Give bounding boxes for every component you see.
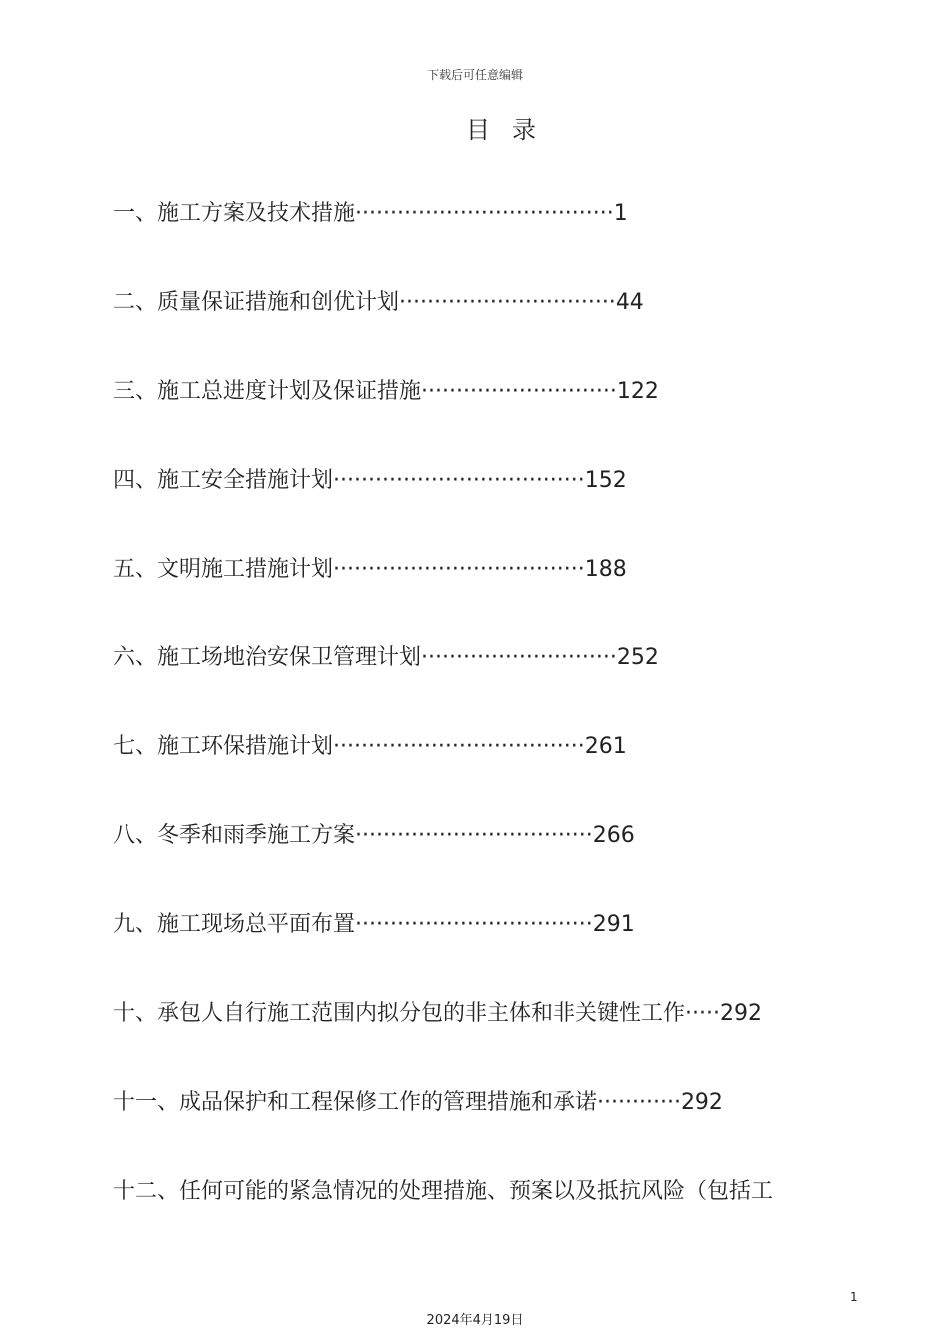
toc-page-number: 152 xyxy=(584,467,627,493)
toc-entry[interactable] xyxy=(113,196,853,285)
toc-leader-dots: ····· xyxy=(685,1001,720,1027)
toc-leader-dots: ···························· xyxy=(421,378,617,404)
toc-page-number: 292 xyxy=(719,1001,762,1027)
toc-entry-text: 一、施工方案及技术措施 xyxy=(113,201,356,226)
page-title: 目录 xyxy=(466,116,558,144)
toc-entry[interactable] xyxy=(113,285,853,374)
toc-page-number: 44 xyxy=(615,289,644,315)
toc-page-number: 1 xyxy=(613,201,628,226)
footer-date: 2024年4月19日 xyxy=(426,1313,524,1328)
toc-entry-text: 五、文明施工措施计划 xyxy=(113,556,334,582)
toc-entry-text: 十、承包人自行施工范围内拟分包的非主体和非关键性工作 xyxy=(113,1001,686,1027)
toc-entry[interactable] xyxy=(113,640,853,729)
toc-entry[interactable] xyxy=(113,907,853,996)
toc-leader-dots: ···································· xyxy=(333,556,585,582)
toc-page-number: 292 xyxy=(680,1089,723,1115)
toc-entry-text: 九、施工现场总平面布置 xyxy=(113,912,356,938)
toc-entry[interactable] xyxy=(113,374,853,463)
toc-leader-dots: ···························· xyxy=(421,645,617,671)
toc-entry-text: 四、施工安全措施计划 xyxy=(113,467,334,493)
toc-entry-text: 七、施工环保措施计划 xyxy=(113,734,334,760)
toc-leader-dots: ····································· xyxy=(355,201,614,226)
toc-page-number: 252 xyxy=(616,645,659,671)
toc-entry[interactable] xyxy=(113,729,853,818)
toc-entry-text: 十二、任何可能的紧急情况的处理措施、预案以及抵抗风险（包括工 xyxy=(113,1178,774,1204)
toc-entry-text: 三、施工总进度计划及保证措施 xyxy=(113,378,422,404)
toc-entry-text: 六、施工场地治安保卫管理计划 xyxy=(113,645,422,671)
toc-entry[interactable] xyxy=(113,552,853,641)
toc-leader-dots: ············ xyxy=(597,1089,681,1115)
toc-entry-text: 八、冬季和雨季施工方案 xyxy=(113,823,356,849)
page-number: 1 xyxy=(850,1290,858,1304)
toc-page-number: 261 xyxy=(584,734,627,760)
toc-leader-dots: ·································· xyxy=(355,912,593,938)
toc-entry[interactable] xyxy=(113,1174,853,1263)
table-of-contents xyxy=(113,196,853,1263)
toc-entry[interactable] xyxy=(113,463,853,552)
toc-entry-text: 二、质量保证措施和创优计划 xyxy=(113,289,400,315)
toc-entry-text: 十一、成品保护和工程保修工作的管理措施和承诺 xyxy=(113,1089,598,1115)
toc-entry[interactable] xyxy=(113,1085,853,1174)
header-note: 下载后可任意编辑 xyxy=(426,68,523,82)
toc-leader-dots: ···································· xyxy=(333,734,585,760)
toc-leader-dots: ·································· xyxy=(355,823,593,849)
toc-page-number: 291 xyxy=(592,912,635,938)
toc-leader-dots: ···································· xyxy=(333,467,585,493)
toc-entry[interactable] xyxy=(113,996,853,1085)
toc-page-number: 188 xyxy=(584,556,627,582)
toc-leader-dots: ······························· xyxy=(399,289,616,315)
toc-page-number: 266 xyxy=(592,823,635,849)
toc-page-number: 122 xyxy=(616,378,659,404)
toc-entry[interactable] xyxy=(113,818,853,907)
